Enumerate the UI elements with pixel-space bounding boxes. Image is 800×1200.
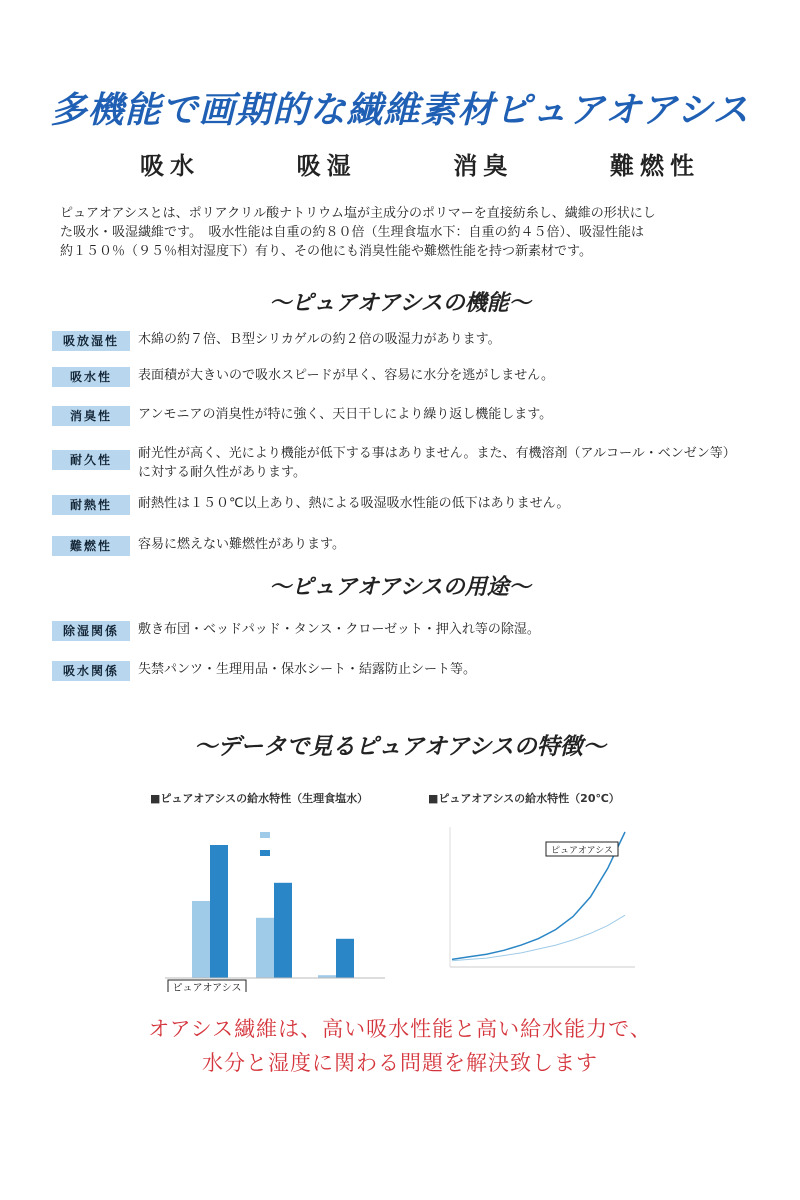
function-tag: 難燃性: [52, 536, 130, 556]
keyword-water: 吸水: [140, 152, 200, 180]
chart1-title: ■ピュアオアシスの給水特性（生理食塩水）: [150, 792, 369, 805]
uses-heading: ～ピュアオアシスの用途～: [269, 575, 531, 600]
keyword-deodorant: 消臭: [453, 152, 514, 180]
bar: [192, 901, 210, 978]
intro-line: た吸水・吸湿繊維です。 吸水性能は自重の約８０倍（生理食塩水下：自重の約４５倍）、吸湿性能は: [60, 225, 644, 240]
bar: [274, 883, 292, 978]
function-desc: 木綿の約７倍、Ｂ型シリカゲルの約２倍の吸湿力があります。: [138, 332, 501, 347]
function-desc: 耐熱性は１５０℃以上あり、熱による吸湿吸水性能の低下はありません。: [138, 496, 570, 511]
legend-swatch: [260, 850, 270, 856]
keyword-flame: 難燃性: [609, 152, 700, 180]
intro-paragraph: [60, 204, 760, 261]
function-tag: 消臭性: [52, 406, 130, 426]
use-desc: 失禁パンツ・生理用品・保水シート・結露防止シート等。: [138, 662, 477, 677]
legend-swatch: [260, 832, 270, 838]
functions-heading: ～ピュアオアシスの機能～: [269, 291, 531, 316]
bar: [210, 845, 228, 978]
function-tag: 吸放湿性: [52, 331, 130, 351]
legend-label: ピュアオアシス: [550, 846, 614, 856]
slogan-line: 水分と湿度に関わる問題を解決致します: [202, 1051, 598, 1075]
function-row: [52, 444, 772, 482]
function-tag: 耐久性: [52, 450, 130, 470]
category-label: ピュアオアシス: [172, 983, 242, 992]
function-row: [52, 366, 772, 387]
bar: [256, 918, 274, 978]
chart2-title: ■ピュアオアシスの給水特性（20℃）: [428, 792, 620, 805]
function-row: [52, 330, 772, 351]
function-desc: 容易に燃えない難燃性があります。: [138, 537, 345, 552]
use-tag: 除湿関係: [52, 621, 130, 641]
use-row: [52, 660, 772, 681]
function-desc: アンモニアの消臭性が特に強く、天日干しにより繰り返し機能します。: [138, 407, 553, 422]
use-row: [52, 620, 772, 641]
use-desc: 敷き布団・ベッドパッド・タンス・クローゼット・押入れ等の除湿。: [138, 622, 540, 637]
keyword-list: [140, 146, 700, 181]
function-desc: 表面積が大きいので吸水スピードが早く、容易に水分を逃がしません。: [138, 368, 555, 383]
line-chart: [440, 822, 640, 982]
function-row: [52, 405, 772, 426]
function-desc: 耐光性が高く、光により機能が低下する事はありません。また、有機溶剤（アルコール・ベンゼン等）に対する耐久性があります。: [138, 446, 736, 480]
function-row: [52, 494, 772, 515]
function-tag: 耐熱性: [52, 495, 130, 515]
intro-line: ピュアオアシスとは、ポリアクリル酸ナトリウム塩が主成分のポリマーを直接紡糸し、繊維の形状にし: [60, 206, 656, 221]
bar-chart: [160, 822, 390, 992]
page-title: 多機能で画期的な繊維素材ピュアオアシス: [50, 90, 750, 131]
keyword-moisture: 吸湿: [296, 152, 357, 180]
use-tag: 吸水関係: [52, 661, 130, 681]
intro-line: 約１５０％（９５％相対湿度下）有り、その他にも消臭性能や難燃性能を持つ新素材です。: [60, 244, 592, 259]
slogan-line: オアシス繊維は、高い吸水性能と高い給水能力で、: [148, 1017, 652, 1041]
function-row: [52, 535, 772, 556]
data-heading: ～データで見るピュアオアシスの特徴～: [194, 734, 606, 760]
bar: [336, 939, 354, 978]
function-tag: 吸水性: [52, 367, 130, 387]
